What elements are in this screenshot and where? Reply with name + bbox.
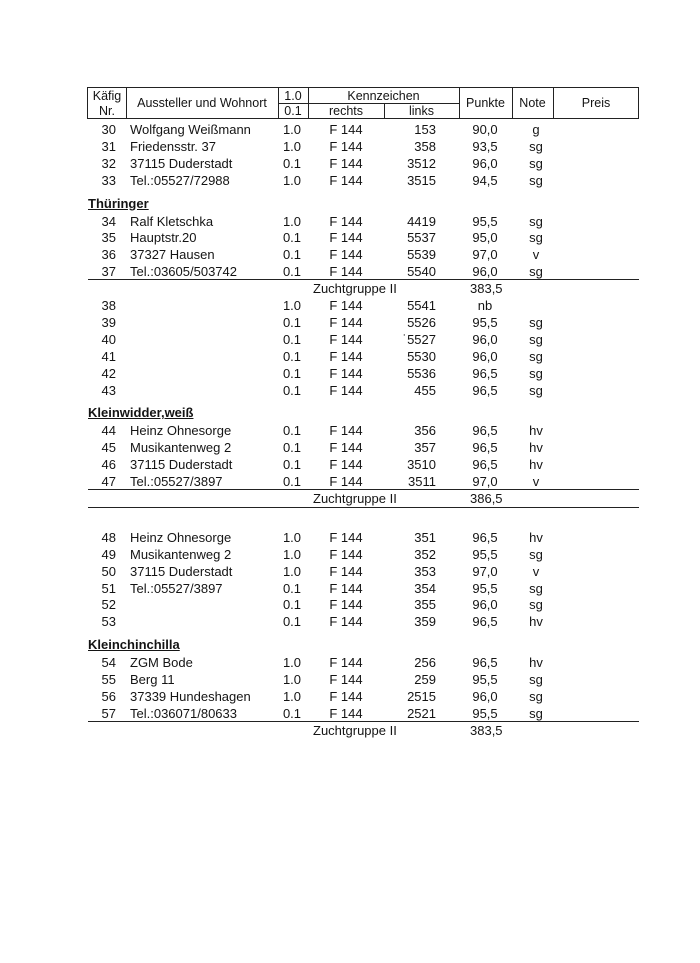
- exhibitor-line: 37115 Duderstadt: [130, 155, 233, 171]
- header-aussteller: Aussteller und Wohnort: [137, 96, 267, 110]
- sex-code: 0.1: [282, 247, 302, 263]
- grade: hv: [529, 423, 543, 439]
- tattoo-right: F 144: [329, 672, 363, 687]
- grade: sg: [529, 264, 543, 280]
- sex-code: 0.1: [282, 382, 302, 398]
- grade: sg: [529, 672, 543, 687]
- table-header: [87, 87, 639, 119]
- header-kaefig: Käfig: [92, 89, 122, 103]
- tattoo-right: F 144: [329, 440, 363, 456]
- sex-code: 0.1: [282, 597, 302, 613]
- tattoo-left: 359: [414, 614, 436, 630]
- exhibitor-line: 37327 Hausen: [130, 247, 215, 263]
- cage-number: 50: [101, 563, 116, 579]
- cage-number: 45: [101, 440, 116, 456]
- grade: v: [532, 563, 540, 579]
- points: 97,0: [472, 563, 498, 579]
- points: 96,0: [472, 348, 498, 364]
- tattoo-right: F 144: [329, 655, 363, 671]
- sex-code: 0.1: [282, 457, 302, 473]
- tattoo-right: F 144: [329, 705, 363, 721]
- header-sex-bottom: 0.1: [284, 104, 302, 118]
- grade: sg: [529, 597, 543, 613]
- tattoo-left: 353: [414, 563, 436, 579]
- exhibitor-line: 37339 Hundeshagen: [130, 688, 251, 704]
- exhibitor-line: Wolfgang Weißmann: [130, 122, 251, 137]
- cage-number: 38: [101, 298, 116, 313]
- exhibitor-line: Musikantenweg 2: [130, 440, 232, 456]
- section-title: Thüringer: [88, 195, 149, 211]
- exhibitor-line: 37115 Duderstadt: [130, 563, 233, 579]
- sex-code: 0.1: [282, 580, 302, 596]
- exhibitor-line: 37115 Duderstadt: [130, 457, 233, 473]
- points: 96,5: [472, 365, 498, 381]
- tattoo-left: 153: [414, 122, 436, 137]
- tattoo-left: 356: [414, 423, 436, 439]
- tattoo-right: F 144: [329, 580, 363, 596]
- tattoo-right: F 144: [329, 365, 363, 381]
- points: 96,5: [472, 457, 498, 473]
- sex-code: 0.1: [282, 264, 302, 280]
- sex-code: 0.1: [282, 314, 302, 330]
- cage-number: 35: [101, 230, 116, 246]
- cage-number: 31: [101, 138, 116, 154]
- tattoo-right: F 144: [329, 298, 363, 313]
- tattoo-right: F 144: [329, 423, 363, 439]
- exhibitor-line: Tel.:03605/503742: [130, 264, 237, 280]
- zuchtgruppe-total: 386,5: [470, 490, 503, 506]
- grade: sg: [529, 213, 543, 229]
- header-kennzeichen: Kennzeichen: [347, 89, 420, 103]
- cage-number: 32: [101, 155, 116, 171]
- points: 96,0: [472, 155, 498, 171]
- cage-number: 51: [101, 580, 116, 596]
- grade: sg: [529, 138, 543, 154]
- grade: sg: [529, 688, 543, 704]
- zuchtgruppe-label: Zuchtgruppe II: [313, 490, 397, 506]
- header-note: Note: [519, 96, 546, 110]
- points: 94,5: [472, 172, 498, 188]
- grade: hv: [529, 440, 543, 456]
- grade: sg: [529, 382, 543, 398]
- tattoo-right: F 144: [329, 597, 363, 613]
- grade: sg: [529, 172, 543, 188]
- sex-code: 1.0: [282, 298, 302, 313]
- tattoo-left: 354: [414, 580, 436, 596]
- tattoo-left: 5536: [407, 365, 436, 381]
- sex-code: 0.1: [282, 423, 302, 439]
- sex-code: 0.1: [282, 155, 302, 171]
- header-sex-top: 1.0: [284, 89, 302, 103]
- sex-code: 0.1: [282, 230, 302, 246]
- tattoo-right: F 144: [329, 155, 363, 171]
- grade: sg: [529, 365, 543, 381]
- tattoo-left: 355: [414, 597, 436, 613]
- tattoo-right: F 144: [329, 122, 363, 137]
- cage-number: 46: [101, 457, 116, 473]
- tattoo-right: F 144: [329, 614, 363, 630]
- cage-number: 30: [101, 122, 116, 137]
- points: 96,5: [472, 440, 498, 456]
- header-punkte: Punkte: [466, 96, 505, 110]
- sex-code: 1.0: [282, 529, 302, 545]
- tattoo-right: F 144: [329, 264, 363, 280]
- tattoo-left: 358: [414, 138, 436, 154]
- tattoo-left: 3510: [407, 457, 436, 473]
- points: 96,0: [472, 688, 498, 704]
- cage-number: 40: [101, 331, 116, 347]
- cage-number: 41: [101, 348, 116, 364]
- zuchtgruppe-total: 383,5: [470, 722, 503, 738]
- sex-code: 1.0: [282, 563, 302, 579]
- exhibitor-line: Friedensstr. 37: [130, 138, 216, 154]
- cage-number: 42: [101, 365, 116, 381]
- points: 93,5: [472, 138, 498, 154]
- sex-code: 1.0: [282, 672, 302, 687]
- tattoo-left: ˙5527: [402, 331, 436, 347]
- grade: v: [532, 247, 540, 263]
- tattoo-left: 5537: [407, 230, 436, 246]
- zuchtgruppe-label: Zuchtgruppe II: [313, 722, 397, 738]
- cage-number: 47: [101, 474, 116, 489]
- cage-number: 52: [101, 597, 116, 613]
- underline-rule: [88, 721, 639, 722]
- grade: sg: [529, 230, 543, 246]
- tattoo-left: 455: [414, 382, 436, 398]
- tattoo-left: 259: [414, 672, 436, 687]
- header-rechts: rechts: [328, 104, 364, 118]
- header-nr: Nr.: [99, 104, 115, 118]
- cage-number: 44: [101, 423, 116, 439]
- cage-number: 57: [101, 705, 116, 721]
- cage-number: 33: [101, 172, 116, 188]
- points: 95,5: [472, 213, 498, 229]
- sex-code: 1.0: [282, 213, 302, 229]
- points: 96,0: [472, 331, 498, 347]
- points: 96,5: [472, 423, 498, 439]
- tattoo-left: 5530: [407, 348, 436, 364]
- sex-code: 0.1: [282, 614, 302, 630]
- points: 97,0: [472, 474, 498, 489]
- exhibitor-line: Heinz Ohnesorge: [130, 529, 232, 545]
- cage-number: 48: [101, 529, 116, 545]
- exhibitor-line: Heinz Ohnesorge: [130, 423, 232, 439]
- tattoo-right: F 144: [329, 138, 363, 154]
- exhibitor-line: Hauptstr.20: [130, 230, 197, 246]
- tattoo-left: 5540: [407, 264, 436, 280]
- points: 96,0: [472, 597, 498, 613]
- exhibitor-line: Berg 11: [130, 672, 175, 687]
- tattoo-left: 5526: [407, 314, 436, 330]
- section-title: Kleinchinchilla: [88, 637, 180, 653]
- sex-code: 1.0: [282, 655, 302, 671]
- sex-code: 0.1: [282, 474, 302, 489]
- tattoo-left: 3515: [407, 172, 436, 188]
- points: 90,0: [472, 122, 498, 137]
- points: 96,0: [472, 264, 498, 280]
- underline-rule: [88, 507, 639, 508]
- points: 95,5: [472, 705, 498, 721]
- tattoo-left: 256: [414, 655, 436, 671]
- exhibitor-line: Tel.:05527/72988: [130, 172, 230, 188]
- section-title: Kleinwidder,weiß: [88, 405, 194, 421]
- grade: sg: [529, 546, 543, 562]
- exhibitor-line: ZGM Bode: [130, 655, 193, 671]
- exhibitor-line: Tel.:05527/3897: [130, 580, 223, 596]
- grade: sg: [529, 155, 543, 171]
- tattoo-right: F 144: [329, 331, 363, 347]
- tattoo-right: F 144: [329, 172, 363, 188]
- points: 96,5: [472, 529, 498, 545]
- sex-code: 1.0: [282, 138, 302, 154]
- tattoo-right: F 144: [329, 529, 363, 545]
- underline-rule: [88, 279, 639, 280]
- tattoo-left: 3512: [407, 155, 436, 171]
- tattoo-right: F 144: [329, 213, 363, 229]
- tattoo-right: F 144: [329, 348, 363, 364]
- tattoo-left: 4419: [407, 213, 436, 229]
- points: 95,5: [472, 580, 498, 596]
- cage-number: 53: [101, 614, 116, 630]
- grade: v: [532, 474, 540, 489]
- exhibitor-line: Ralf Kletschka: [130, 213, 214, 229]
- grade: hv: [529, 655, 543, 671]
- points: 97,0: [472, 247, 498, 263]
- grade: sg: [529, 580, 543, 596]
- tattoo-right: F 144: [329, 688, 363, 704]
- tattoo-left: 5539: [407, 247, 436, 263]
- exhibitor-line: Tel.:05527/3897: [130, 474, 223, 489]
- points: 96,5: [472, 382, 498, 398]
- tattoo-left: 3511: [408, 474, 436, 489]
- grade: hv: [529, 614, 543, 630]
- header-preis: Preis: [581, 96, 611, 110]
- cage-number: 34: [101, 213, 116, 229]
- grade: g: [532, 122, 540, 137]
- sex-code: 0.1: [282, 705, 302, 721]
- points: nb: [477, 298, 493, 313]
- tattoo-left: 351: [414, 529, 436, 545]
- tattoo-right: F 144: [329, 474, 363, 489]
- tattoo-right: F 144: [329, 314, 363, 330]
- exhibitor-line: Tel.:036071/80633: [130, 705, 237, 721]
- grade: hv: [529, 529, 543, 545]
- cage-number: 49: [101, 546, 116, 562]
- header-links: links: [408, 104, 434, 118]
- tattoo-left: 357: [414, 440, 436, 456]
- cage-number: 43: [101, 382, 116, 398]
- points: 95,0: [472, 230, 498, 246]
- sex-code: 0.1: [282, 348, 302, 364]
- points: 95,5: [472, 546, 498, 562]
- tattoo-right: F 144: [329, 546, 363, 562]
- grade: sg: [529, 314, 543, 330]
- tattoo-right: F 144: [329, 382, 363, 398]
- sex-code: 1.0: [282, 688, 302, 704]
- tattoo-left: 2521: [407, 705, 436, 721]
- points: 95,5: [472, 314, 498, 330]
- sex-code: 0.1: [282, 331, 302, 347]
- cage-number: 55: [101, 672, 116, 687]
- points: 96,5: [472, 614, 498, 630]
- exhibitor-line: Musikantenweg 2: [130, 546, 232, 562]
- tattoo-left: 5541: [407, 298, 436, 313]
- cage-number: 56: [101, 688, 116, 704]
- sex-code: 1.0: [282, 122, 302, 137]
- tattoo-right: F 144: [329, 563, 363, 579]
- tattoo-left: 2515: [407, 688, 436, 704]
- points: 96,5: [472, 655, 498, 671]
- cage-number: 36: [101, 247, 116, 263]
- zuchtgruppe-label: Zuchtgruppe II: [313, 281, 397, 297]
- grade: sg: [529, 331, 543, 347]
- cage-number: 37: [101, 264, 116, 280]
- sex-code: 0.1: [282, 440, 302, 456]
- sex-code: 0.1: [282, 365, 302, 381]
- tattoo-right: F 144: [329, 230, 363, 246]
- underline-rule: [88, 489, 639, 490]
- tattoo-left: 352: [414, 546, 436, 562]
- grade: sg: [529, 705, 543, 721]
- points: 95,5: [472, 672, 498, 687]
- cage-number: 39: [101, 314, 116, 330]
- sex-code: 1.0: [282, 172, 302, 188]
- grade: sg: [529, 348, 543, 364]
- zuchtgruppe-total: 383,5: [470, 281, 503, 297]
- grade: hv: [529, 457, 543, 473]
- cage-number: 54: [101, 655, 116, 671]
- tattoo-right: F 144: [329, 247, 363, 263]
- sex-code: 1.0: [282, 546, 302, 562]
- tattoo-right: F 144: [329, 457, 363, 473]
